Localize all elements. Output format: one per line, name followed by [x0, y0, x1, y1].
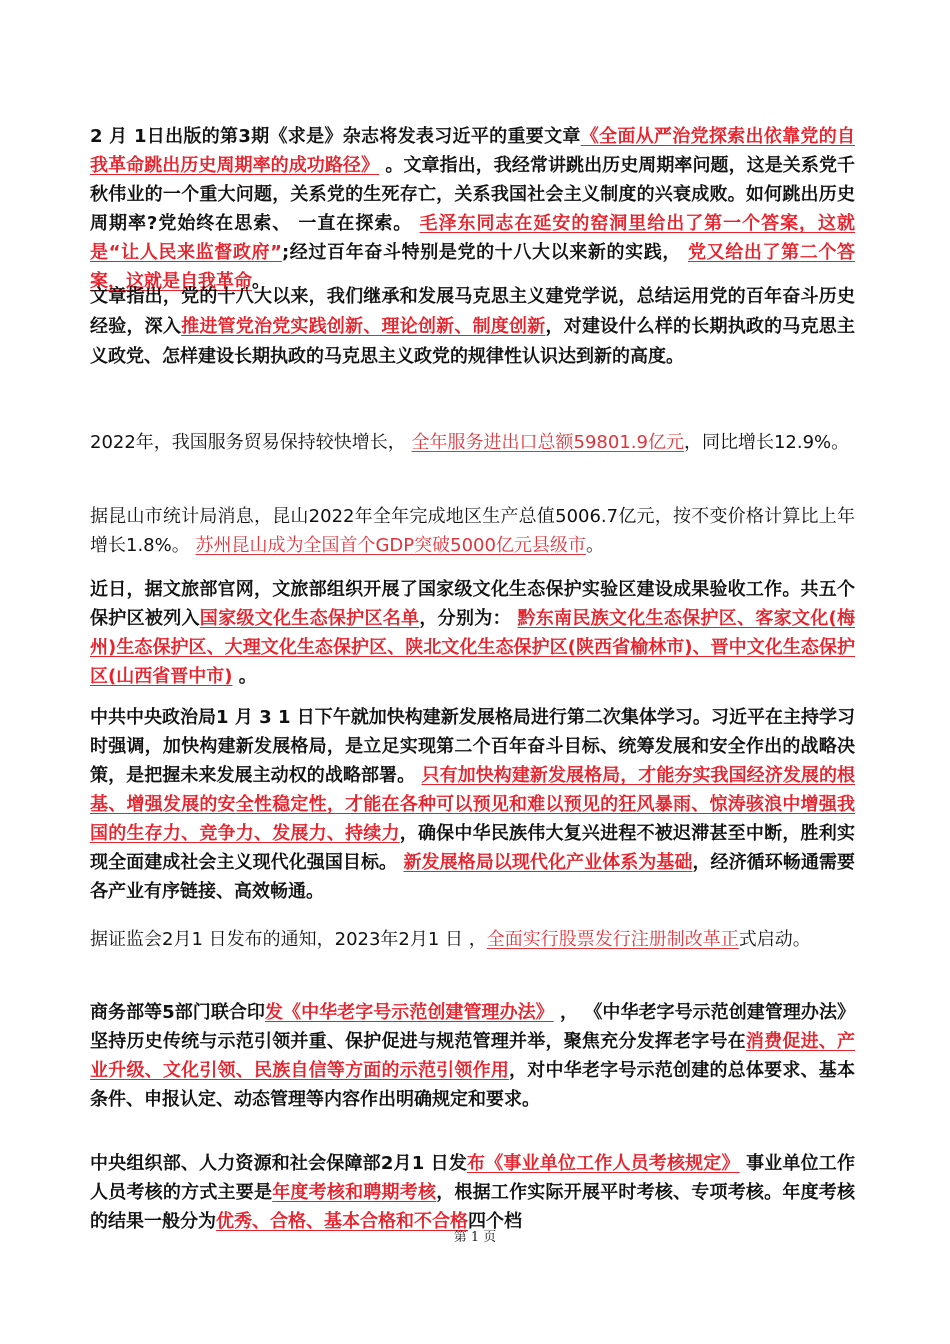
page-number: 第 1 页 [453, 1230, 497, 1245]
highlight-demonstration-role: 消费促进、产业升级、文化引领、民族自信等方面的示范引领作用 [90, 1031, 856, 1081]
paragraph-assessment-rules [90, 1149, 855, 1236]
text: 四个档 [468, 1211, 522, 1232]
highlight-rules-title: 布《事业单位工作人员考核规定》 [467, 1153, 740, 1174]
text: 。 [585, 535, 604, 556]
highlight-new-pattern: 只有加快构建新发展格局，才能夯实我国经济发展的根基、增强发展的安全性稳定性，才能在各种可以预见和难以预见的狂风暴雨、惊涛骇浪中增强我国的生存力、竞争力、发展力、持续力 [90, 765, 856, 844]
text: ，同比增长12.9%。 [683, 432, 850, 453]
text: ，经济循环畅通需要各产业有序链接、高效畅通。 [90, 852, 856, 902]
highlight-registration: 全面实行股票发行注册制改革正 [486, 929, 739, 950]
paragraph-kunshan-gdp [90, 502, 855, 560]
text: 文章指出，党的十八大以来，我们继承和发展马克思主义建党学说，总结运用党的百年奋斗历史经验，深入 [90, 286, 855, 337]
text: ，对中华老字号示范创建的总体要求、基本条件、申报认定、动态管理等内容作出明确规定和要求。 [90, 1060, 855, 1110]
highlight-measures-title: 发《中华老字号示范创建管理办法》 [264, 1002, 554, 1023]
highlight-industry-system: 新发展格局以现代化产业体系为基础 [403, 852, 693, 873]
text: ，分别为： [419, 608, 518, 629]
text: 据证监会2月1 日发布的通知，2023年2月1 日 ， [90, 929, 487, 950]
text: 事业单位工作人员考核的方式主要是 [90, 1153, 855, 1203]
highlight-second-answer: 党又给出了第二个答案，这就是自我革命 [90, 242, 855, 292]
text: 2 月 1日出版的第3期《求是》杂志将发表习近平的重要文章 [90, 126, 581, 147]
text: ，根据工作实际开展平时考核、专项考核。年度考核的结果一般分为 [90, 1182, 856, 1232]
text: 式启动。 [738, 929, 811, 950]
highlight-protection-areas: 黔东南民族文化生态保护区、客家文化(梅州)生态保护区、大理文化生态保护区、陕北文化生态保护区(陕西省榆林市)、晋中文化生态保护区(山西省晋中市) [90, 608, 856, 687]
text: 2022年，我国服务贸易保持较快增长， [90, 432, 412, 453]
paragraph-party-building [90, 282, 855, 372]
highlight-first-answer: 毛泽东同志在延安的窑洞里给出了第一个答案，这就是“让人民来监督政府” [90, 213, 856, 263]
text: 中央组织部、人力资源和社会保障部2月1 日发 [90, 1153, 468, 1174]
text: 。 [252, 271, 270, 292]
paragraph-time-honored-brands [90, 998, 855, 1114]
text: ，对建设什么样的长期执政的马克思主义政党、怎样建设长期执政的马克思主义政党的规律性认识达到新的高度。 [90, 316, 856, 367]
text: 。 [232, 666, 257, 687]
text: 中共中央政治局1 月 3 1 日下午就加快构建新发展格局进行第二次集体学习。习近平在主持学习时强调，加快构建新发展格局，是立足实现第二个百年奋斗目标、统筹发展和安全作出的战略决策，是把握未来发展主动权的战略部署。 [90, 707, 855, 786]
text: 。文章指出，我经常讲跳出历史周期率问题，这是关系党千秋伟业的一个重大问题，关系党的生死存亡，关系我国社会主义制度的兴衰成败。如何跳出历史周期率?党始终在思索、 一直在探索。 [90, 155, 856, 234]
paragraph-qiushi-article [90, 122, 855, 296]
paragraph-culture-ecology [90, 575, 855, 691]
highlight-assessment-grades: 优秀、合格、基本合格和不合格 [216, 1211, 468, 1232]
highlight-assessment-methods: 年度考核和聘期考核 [272, 1182, 437, 1203]
text: 据昆山市统计局消息，昆山2022年全年完成地区生产总值5006.7亿元，按不变价格计算比上年增长1.8%。 [90, 506, 855, 556]
highlight-article-title: 《全面从严治党探索出依靠党的自我革命跳出历史周期率的成功路径》 [90, 126, 855, 176]
text: ;经过百年奋斗特别是党的十八大以来新的实践， [281, 242, 688, 263]
paragraph-registration-system [90, 925, 855, 954]
highlight-kunshan: 苏州昆山成为全国首个GDP突破5000亿元县级市 [195, 535, 586, 556]
text: 商务部等5部门联合印 [90, 1002, 265, 1023]
highlight-protection-list: 国家级文化生态保护区名单 [199, 608, 420, 629]
paragraph-service-trade [90, 428, 855, 457]
text: 近日，据文旅部官网，文旅部组织开展了国家级文化生态保护实验区建设成果验收工作。共五个保护区被列入 [90, 579, 855, 629]
paragraph-politburo-study [90, 703, 855, 906]
text: ， 《中华老字号示范创建管理办法》坚持历史传统与示范引领并重、保护促进与规范管理并举，聚焦充分发挥老字号在 [90, 1002, 855, 1052]
highlight-innovation: 推进管党治党实践创新、理论创新、制度创新 [181, 316, 546, 337]
highlight-service-total: 全年服务进出口总额59801.9亿元 [411, 432, 684, 453]
text: ，确保中华民族伟大复兴进程不被迟滞甚至中断，胜利实现全面建成社会主义现代化强国目标。 [90, 823, 856, 873]
